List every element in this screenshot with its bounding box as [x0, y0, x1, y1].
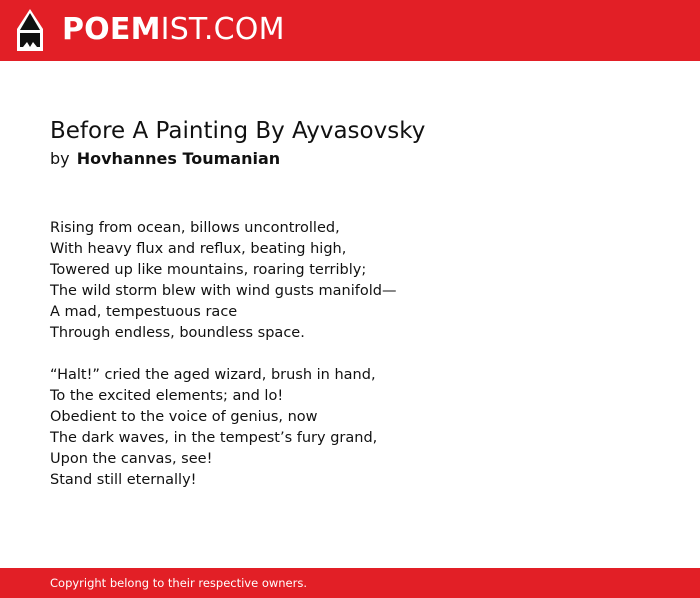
- poem-line: Through endless, boundless space.: [50, 325, 305, 341]
- logo-text-light: IST.COM: [160, 12, 285, 47]
- copyright-text: Copyright belong to their respective owners.: [50, 576, 308, 590]
- poem-line: The wild storm blew with wind gusts manifold—: [50, 283, 397, 299]
- poem-line: To the excited elements; and lo!: [50, 388, 284, 404]
- poem-byline: [50, 148, 280, 170]
- site-footer: [0, 568, 700, 598]
- poem-line: The dark waves, in the tempest’s fury grand,: [50, 430, 378, 446]
- poem-stanza: [50, 365, 650, 491]
- poem-line: Stand still eternally!: [50, 472, 197, 488]
- poem-line: Upon the canvas, see!: [50, 451, 213, 467]
- poem-line: Obedient to the voice of genius, now: [50, 409, 318, 425]
- site-header: [0, 0, 700, 61]
- poem-line: “Halt!” cried the aged wizard, brush in hand,: [50, 367, 376, 383]
- poem-stanza: [50, 218, 650, 344]
- by-label: by: [50, 149, 70, 168]
- poem-line: With heavy flux and reflux, beating high,: [50, 241, 347, 257]
- site-logo[interactable]: [62, 12, 285, 48]
- poem-line: A mad, tempestuous race: [50, 304, 238, 320]
- poem-body: [50, 218, 650, 512]
- poem-title: Before A Painting By Ayvasovsky: [50, 118, 426, 144]
- poem-author: Hovhannes Toumanian: [76, 149, 281, 168]
- logo-text-bold: POEM: [62, 12, 161, 47]
- pencil-icon[interactable]: [17, 9, 43, 51]
- poem-line: Rising from ocean, billows uncontrolled,: [50, 220, 340, 236]
- poem-line: Towered up like mountains, roaring terribly;: [50, 262, 367, 278]
